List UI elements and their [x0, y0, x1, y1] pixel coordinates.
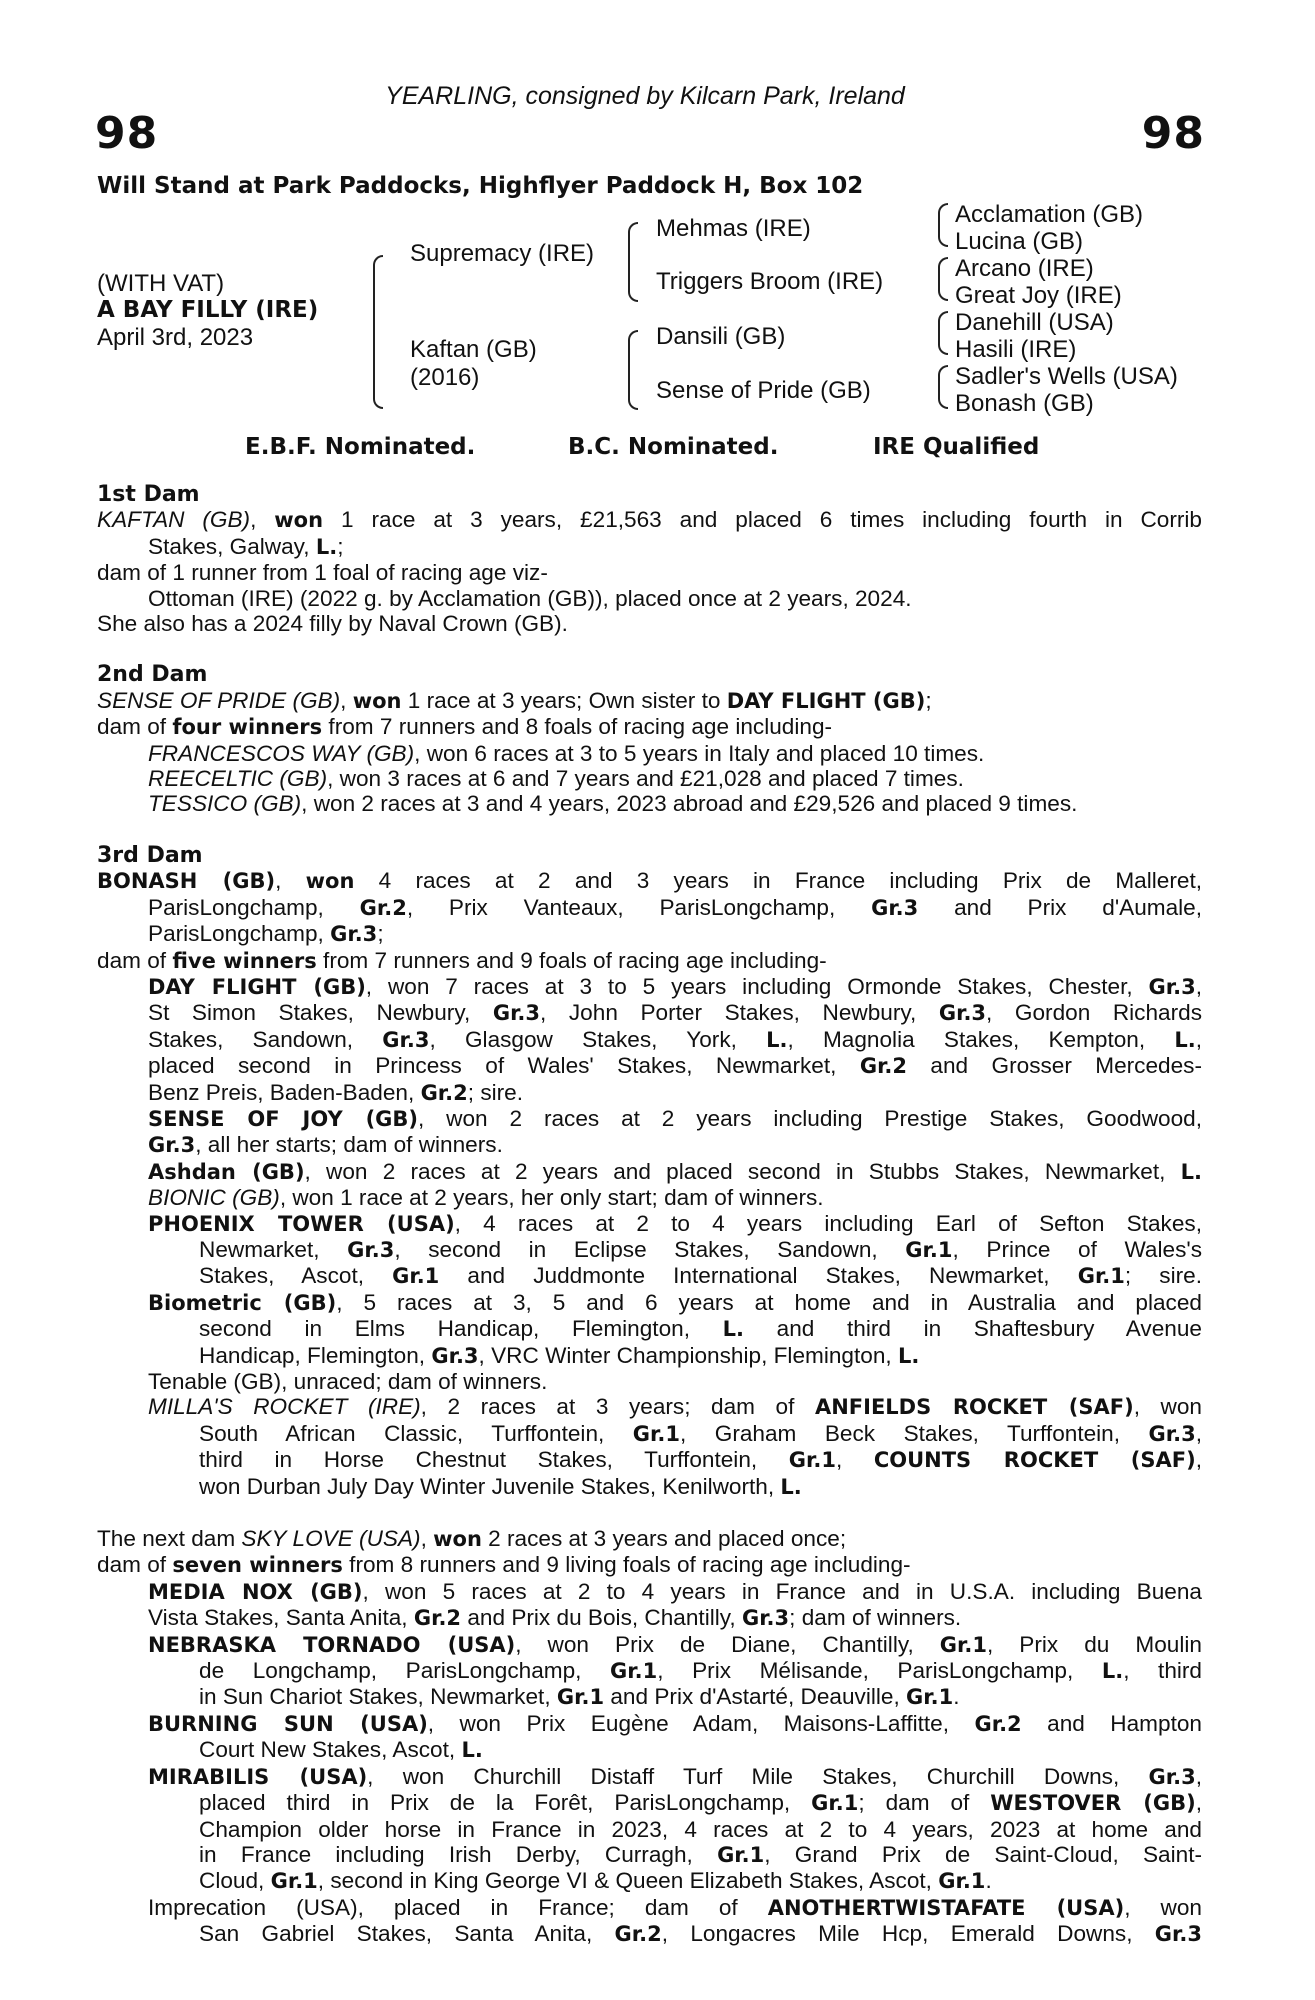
- stabling-location: Will Stand at Park Paddocks, Highflyer Paddock H, Box 102: [97, 173, 864, 199]
- plain-text: ,: [1195, 1447, 1202, 1473]
- italic-text: REECELTIC (GB): [148, 766, 328, 792]
- pedigree-g7: Sadler's Wells (USA): [955, 363, 1178, 390]
- record-line: [97, 688, 1202, 714]
- plain-text: Tenable (GB), unraced; dam of winners.: [148, 1369, 548, 1394]
- bold-text: Gr.1: [556, 1685, 605, 1710]
- bold-text: Gr.1: [788, 1448, 836, 1473]
- plain-text: Champion older horse in France in 2023, 4 races at 2 to 4 years, 2023 at home and: [199, 1816, 1202, 1842]
- bold-text: SENSE OF JOY (GB): [148, 1106, 419, 1131]
- record-line: [97, 1895, 1202, 1921]
- record-line: [97, 1817, 1202, 1842]
- bold-text: L.: [722, 1317, 744, 1342]
- bold-text: Gr.3: [1148, 1764, 1196, 1789]
- foaling-date: April 3rd, 2023: [97, 324, 254, 351]
- record-line: [97, 1027, 1202, 1053]
- plain-text: , 2 races at 3 years; dam of: [420, 1394, 815, 1420]
- bold-text: MEDIA NOX (GB): [148, 1579, 363, 1604]
- bold-text: Gr.2: [359, 895, 407, 920]
- plain-text: dam of: [97, 714, 173, 740]
- plain-text: won Durban July Day Winter Juvenile Stakes, Kenilworth,: [199, 1473, 781, 1499]
- plain-text: The next dam: [97, 1526, 242, 1552]
- bold-text: Biometric (GB): [148, 1290, 337, 1315]
- italic-text: MILLA'S ROCKET (IRE): [148, 1394, 421, 1420]
- record-line: [97, 1447, 1202, 1473]
- italic-text: SENSE OF PRIDE (GB): [97, 687, 341, 713]
- plain-text: and Prix d'Aumale,: [918, 894, 1203, 920]
- catalogue-page-body: [97, 482, 1202, 1948]
- plain-text: ;: [337, 533, 344, 559]
- plain-text: 1 race at 3 years, £21,563 and placed 6 times including fourth in Corrib: [323, 507, 1202, 533]
- record-line: [97, 560, 1202, 585]
- plain-text: ,: [250, 507, 275, 533]
- plain-text: in Sun Chariot Stakes, Newmarket,: [199, 1684, 557, 1710]
- bold-text: four winners: [172, 715, 323, 740]
- lot-number-left: 98: [95, 108, 159, 159]
- bold-text: Gr.1: [1077, 1264, 1125, 1289]
- record-line: [97, 1369, 1202, 1394]
- bold-text: COUNTS ROCKET (SAF): [873, 1448, 1196, 1473]
- record-line: [97, 1737, 1202, 1763]
- plain-text: , Prix Vanteaux, ParisLongchamp,: [406, 894, 872, 920]
- plain-text: , won Prix Eugène Adam, Maisons-Laffitte,: [427, 1710, 975, 1736]
- record-line: [97, 1000, 1202, 1026]
- bold-text: Gr.1: [610, 1659, 658, 1684]
- plain-text: Imprecation (USA), placed in France; dam of: [148, 1894, 768, 1920]
- plain-text: ,: [1195, 1763, 1202, 1789]
- plain-text: , won 6 races at 3 to 5 years in Italy and placed 10 times.: [414, 740, 985, 766]
- bold-text: L.: [1174, 1027, 1196, 1052]
- record-line: [97, 1343, 1202, 1369]
- plain-text: Stakes, Sandown,: [148, 1026, 383, 1052]
- bold-text: Gr.2: [413, 1606, 462, 1631]
- record-line: [97, 507, 1202, 533]
- pedigree-brace-g1: [938, 203, 948, 247]
- pedigree-g6: Hasili (IRE): [955, 336, 1077, 363]
- record-line: [97, 586, 1202, 611]
- record-line: [97, 1764, 1202, 1790]
- plain-text: from 8 runners and 9 living foals of racing age including-: [342, 1552, 911, 1578]
- bold-text: Ashdan (GB): [148, 1159, 305, 1184]
- plain-text: ParisLongchamp,: [148, 921, 331, 947]
- pedigree-sire-sire: Mehmas (IRE): [656, 215, 811, 242]
- italic-text: KAFTAN (GB): [97, 507, 251, 533]
- plain-text: , John Porter Stakes, Newbury,: [540, 1000, 939, 1026]
- family-section: [97, 1500, 1202, 1948]
- record-line: [97, 1552, 1202, 1578]
- bold-text: Gr.1: [939, 1632, 987, 1657]
- plain-text: 1 race at 3 years; Own sister to: [401, 687, 727, 713]
- record-line: [97, 741, 1202, 766]
- plain-text: 4 races at 2 and 3 years in France including Prix de Malleret,: [354, 868, 1202, 894]
- bold-text: won: [305, 869, 355, 894]
- plain-text: ParisLongchamp,: [148, 894, 360, 920]
- plain-text: Stakes, Ascot,: [199, 1263, 393, 1289]
- plain-text: , won 2 races at 2 years including Prestige Stakes, Goodwood,: [418, 1105, 1202, 1131]
- plain-text: placed third in Prix de la Forêt, ParisLongchamp,: [199, 1790, 812, 1816]
- record-line: [97, 1711, 1202, 1737]
- plain-text: ,: [835, 1447, 874, 1473]
- bold-text: won: [433, 1527, 482, 1552]
- record-line: [97, 766, 1202, 791]
- record-line: [97, 1658, 1202, 1684]
- italic-text: BIONIC (GB): [148, 1185, 280, 1211]
- plain-text: , Prince of Wales's: [952, 1236, 1202, 1262]
- record-line: [97, 1474, 1202, 1500]
- plain-text: , won 1 race at 2 years, her only start; dam of winners.: [279, 1185, 824, 1211]
- section-spacer: [97, 636, 1202, 662]
- plain-text: .: [953, 1684, 960, 1710]
- plain-text: , won: [1124, 1894, 1202, 1920]
- bold-text: seven winners: [172, 1553, 343, 1578]
- bold-text: won: [274, 508, 324, 533]
- bold-text: Gr.2: [420, 1080, 468, 1105]
- record-line: [97, 1605, 1202, 1631]
- plain-text: Stakes, Galway,: [148, 533, 316, 559]
- plain-text: and Grosser Mercedes-: [907, 1053, 1202, 1079]
- record-line: [97, 1290, 1202, 1316]
- bold-text: L.: [897, 1343, 920, 1368]
- plain-text: , won 7 races at 3 to 5 years including Ormonde Stakes, Chester,: [365, 973, 1149, 999]
- italic-text: TESSICO (GB): [148, 791, 302, 817]
- plain-text: ,: [1195, 973, 1202, 999]
- horse-name: A BAY FILLY (IRE): [97, 297, 319, 323]
- pedigree-g4: Great Joy (IRE): [955, 282, 1122, 309]
- plain-text: , Prix du Moulin: [986, 1631, 1202, 1657]
- section-heading: 2nd Dam: [97, 662, 208, 688]
- plain-text: from 7 runners and 8 foals of racing age including-: [322, 714, 833, 740]
- record-line: [97, 1394, 1202, 1420]
- bold-text: Gr.1: [811, 1791, 859, 1816]
- bold-text: ANFIELDS ROCKET (SAF): [814, 1395, 1134, 1420]
- plain-text: dam of: [97, 1552, 173, 1578]
- bold-text: DAY FLIGHT (GB): [726, 688, 926, 713]
- bold-text: Gr.3: [330, 922, 378, 947]
- record-line: [97, 1921, 1202, 1947]
- bold-text: Gr.2: [614, 1922, 662, 1947]
- bold-text: Gr.2: [974, 1711, 1022, 1736]
- bold-text: Gr.3: [492, 1001, 541, 1026]
- italic-text: FRANCESCOS WAY (GB): [148, 740, 415, 766]
- record-line: [97, 1159, 1202, 1185]
- record-line: [97, 1868, 1202, 1894]
- plain-text: Benz Preis, Baden-Baden,: [148, 1079, 421, 1105]
- plain-text: , won 2 races at 2 years and placed second in Stubbs Stakes, Newmarket,: [304, 1158, 1181, 1184]
- plain-text: placed second in Princess of Wales' Stakes, Newmarket,: [148, 1053, 860, 1079]
- plain-text: ,: [1195, 1420, 1202, 1446]
- plain-text: , won 2 races at 3 and 4 years, 2023 abroad and £29,526 and placed 9 times.: [301, 791, 1078, 817]
- pedigree-sire-dam: Triggers Broom (IRE): [656, 268, 884, 295]
- bold-text: Gr.3: [741, 1606, 790, 1631]
- family-section: [97, 636, 1202, 816]
- plain-text: and Hampton: [1021, 1710, 1202, 1736]
- pedigree-dam-dam: Sense of Pride (GB): [656, 377, 871, 404]
- plain-text: ,: [1195, 1790, 1202, 1816]
- plain-text: St Simon Stakes, Newbury,: [148, 1000, 493, 1026]
- plain-text: , Prix Mélisande, ParisLongchamp,: [657, 1658, 1102, 1684]
- plain-text: , Graham Beck Stakes, Turffontein,: [679, 1420, 1149, 1446]
- plain-text: , Glasgow Stakes, York,: [429, 1026, 767, 1052]
- record-line: [97, 1263, 1202, 1289]
- bold-text: Gr.1: [905, 1237, 953, 1262]
- record-line: [97, 1579, 1202, 1605]
- bold-text: DAY FLIGHT (GB): [148, 974, 366, 999]
- plain-text: ; dam of winners.: [789, 1605, 962, 1631]
- bold-text: L.: [780, 1474, 802, 1499]
- plain-text: , all her starts; dam of winners.: [195, 1132, 503, 1158]
- plain-text: , second in Eclipse Stakes, Sandown,: [394, 1236, 906, 1262]
- plain-text: third in Horse Chestnut Stakes, Turffontein,: [199, 1447, 789, 1473]
- pedigree-g2: Lucina (GB): [955, 228, 1084, 255]
- plain-text: Newmarket,: [199, 1236, 348, 1262]
- record-line: [97, 1526, 1202, 1552]
- record-line: [97, 1053, 1202, 1079]
- record-line: [97, 1185, 1202, 1210]
- plain-text: ;: [925, 687, 932, 713]
- plain-text: She also has a 2024 filly by Naval Crown (GB).: [97, 611, 568, 637]
- record-line: [97, 534, 1202, 560]
- plain-text: , Magnolia Stakes, Kempton,: [787, 1026, 1175, 1052]
- ire-qualification: IRE Qualified: [873, 434, 1040, 460]
- plain-text: de Longchamp, ParisLongchamp,: [199, 1658, 611, 1684]
- plain-text: , VRC Winter Championship, Flemington,: [478, 1342, 898, 1368]
- bold-text: Gr.3: [1154, 1922, 1202, 1947]
- plain-text: .: [985, 1868, 992, 1894]
- section-heading: 3rd Dam: [97, 842, 203, 868]
- plain-text: , Longacres Mile Hcp, Emerald Downs,: [661, 1921, 1155, 1947]
- record-line: [97, 1106, 1202, 1132]
- plain-text: ; sire.: [1124, 1263, 1202, 1289]
- section-spacer: [97, 817, 1202, 843]
- record-line: [97, 791, 1202, 816]
- plain-text: dam of 1 runner from 1 foal of racing age viz-: [97, 560, 548, 586]
- plain-text: in France including Irish Derby, Curragh,: [199, 1841, 718, 1867]
- pedigree-brace-sire: [628, 222, 638, 302]
- lot-number-right: 98: [1141, 108, 1205, 159]
- plain-text: ,: [340, 687, 353, 713]
- bold-text: PHOENIX TOWER (USA): [148, 1211, 455, 1236]
- bold-text: Gr.1: [632, 1421, 680, 1446]
- plain-text: second in Elms Handicap, Flemington,: [199, 1316, 723, 1342]
- bold-text: Gr.1: [938, 1869, 986, 1894]
- bold-text: L.: [461, 1738, 483, 1763]
- pedigree-brace-dam: [628, 330, 638, 410]
- pedigree-dam-sire: Dansili (GB): [656, 323, 786, 350]
- plain-text: from 7 runners and 9 foals of racing age including-: [316, 947, 827, 973]
- pedigree-brace-g3: [938, 311, 948, 355]
- family-section: [97, 482, 1202, 636]
- plain-text: Cloud,: [199, 1868, 271, 1894]
- record-line: [97, 1316, 1202, 1342]
- plain-text: and Juddmonte International Stakes, Newmarket,: [439, 1263, 1078, 1289]
- bold-text: WESTOVER (GB): [990, 1791, 1196, 1816]
- bold-text: Gr.3: [148, 1133, 196, 1158]
- plain-text: , third: [1123, 1658, 1202, 1684]
- record-line: [97, 1632, 1202, 1658]
- bold-text: Gr.1: [270, 1869, 318, 1894]
- plain-text: and Prix d'Astarté, Deauville,: [604, 1684, 907, 1710]
- plain-text: ; sire.: [467, 1079, 524, 1105]
- plain-text: , Gordon Richards: [986, 1000, 1202, 1026]
- pedigree-brace-g2: [938, 257, 948, 301]
- record-line: [97, 1211, 1202, 1237]
- record-line: [97, 714, 1202, 740]
- plain-text: 2 races at 3 years and placed once;: [481, 1526, 847, 1552]
- plain-text: and third in Shaftesbury Avenue: [744, 1316, 1202, 1342]
- bold-text: five winners: [172, 948, 317, 973]
- family-section: [97, 817, 1202, 1500]
- consignment-line: YEARLING, consigned by Kilcarn Park, Ireland: [385, 82, 905, 110]
- plain-text: , won 3 races at 6 and 7 years and £21,028 and placed 7 times.: [327, 766, 964, 792]
- italic-text: SKY LOVE (USA): [241, 1526, 421, 1552]
- bold-text: NEBRASKA TORNADO (USA): [148, 1632, 516, 1657]
- plain-text: , won: [1133, 1394, 1202, 1420]
- pedigree-g5: Danehill (USA): [955, 309, 1114, 336]
- bc-nomination: B.C. Nominated.: [568, 434, 779, 460]
- bold-text: L.: [1101, 1659, 1124, 1684]
- bold-text: Gr.3: [871, 895, 919, 920]
- plain-text: San Gabriel Stakes, Santa Anita,: [199, 1921, 615, 1947]
- record-line: [97, 1842, 1202, 1868]
- bold-text: L.: [766, 1027, 788, 1052]
- plain-text: ,: [1195, 1026, 1202, 1052]
- record-line: [97, 1132, 1202, 1158]
- record-line: [97, 611, 1202, 636]
- record-line: [97, 1237, 1202, 1263]
- plain-text: dam of: [97, 947, 173, 973]
- record-line: [97, 974, 1202, 1000]
- plain-text: , 4 races at 2 to 4 years including Earl of Sefton Stakes,: [454, 1210, 1202, 1236]
- bold-text: ANOTHERTWISTAFATE (USA): [767, 1895, 1125, 1920]
- bold-text: Gr.2: [859, 1054, 908, 1079]
- bold-text: Gr.1: [392, 1264, 440, 1289]
- plain-text: ; dam of: [858, 1790, 991, 1816]
- plain-text: Handicap, Flemington,: [199, 1342, 432, 1368]
- bold-text: Gr.3: [347, 1237, 395, 1262]
- pedigree-g3: Arcano (IRE): [955, 255, 1094, 282]
- section-heading: 1st Dam: [97, 482, 200, 507]
- plain-text: , 5 races at 3, 5 and 6 years at home and in Australia and placed: [336, 1289, 1202, 1315]
- record-line: [97, 868, 1202, 894]
- plain-text: Court New Stakes, Ascot,: [199, 1737, 462, 1763]
- record-line: [97, 895, 1202, 921]
- bold-text: MIRABILIS (USA): [148, 1764, 368, 1789]
- pedigree-sire: Supremacy (IRE): [410, 240, 595, 267]
- record-line: [97, 1080, 1202, 1106]
- pedigree-brace-main: [373, 255, 383, 409]
- pedigree-brace-g4: [938, 365, 948, 409]
- bold-text: Gr.3: [382, 1027, 430, 1052]
- pedigree-dam: Kaftan (GB): [410, 336, 537, 363]
- bold-text: won: [352, 688, 402, 713]
- bold-text: L.: [1180, 1159, 1202, 1184]
- plain-text: ;: [377, 921, 384, 947]
- record-line: [97, 921, 1202, 947]
- plain-text: , Grand Prix de Saint-Cloud, Saint-: [764, 1841, 1202, 1867]
- pedigree-g1: Acclamation (GB): [955, 201, 1144, 228]
- plain-text: South African Classic, Turffontein,: [199, 1420, 633, 1446]
- bold-text: Gr.3: [1148, 1421, 1196, 1446]
- bold-text: BURNING SUN (USA): [148, 1711, 428, 1736]
- plain-text: ,: [275, 868, 306, 894]
- plain-text: , won Prix de Diane, Chantilly,: [515, 1631, 940, 1657]
- vat-note: (WITH VAT): [97, 270, 225, 297]
- bold-text: L.: [315, 534, 338, 559]
- plain-text: Vista Stakes, Santa Anita,: [148, 1605, 414, 1631]
- plain-text: ,: [420, 1526, 434, 1552]
- plain-text: , won 5 races at 2 to 4 years in France and in U.S.A. including Buena: [362, 1578, 1203, 1604]
- bold-text: Gr.1: [717, 1842, 765, 1867]
- pedigree-g8: Bonash (GB): [955, 390, 1094, 417]
- pedigree-dam-year: (2016): [410, 364, 480, 391]
- bold-text: BONASH (GB): [97, 869, 276, 894]
- bold-text: Gr.3: [431, 1343, 479, 1368]
- plain-text: , won Churchill Distaff Turf Mile Stakes, Churchill Downs,: [367, 1763, 1149, 1789]
- bold-text: Gr.3: [1148, 974, 1196, 999]
- plain-text: Ottoman (IRE) (2022 g. by Acclamation (GB)), placed once at 2 years, 2024.: [148, 585, 912, 611]
- record-line: [97, 1684, 1202, 1710]
- record-line: [97, 948, 1202, 974]
- record-line: [97, 1421, 1202, 1447]
- bold-text: Gr.1: [906, 1685, 954, 1710]
- plain-text: and Prix du Bois, Chantilly,: [461, 1605, 742, 1631]
- bold-text: Gr.3: [938, 1001, 987, 1026]
- section-spacer: [97, 1500, 1202, 1526]
- plain-text: , second in King George VI & Queen Elizabeth Stakes, Ascot,: [317, 1868, 939, 1894]
- ebf-nomination: E.B.F. Nominated.: [245, 434, 476, 460]
- record-line: [97, 1790, 1202, 1816]
